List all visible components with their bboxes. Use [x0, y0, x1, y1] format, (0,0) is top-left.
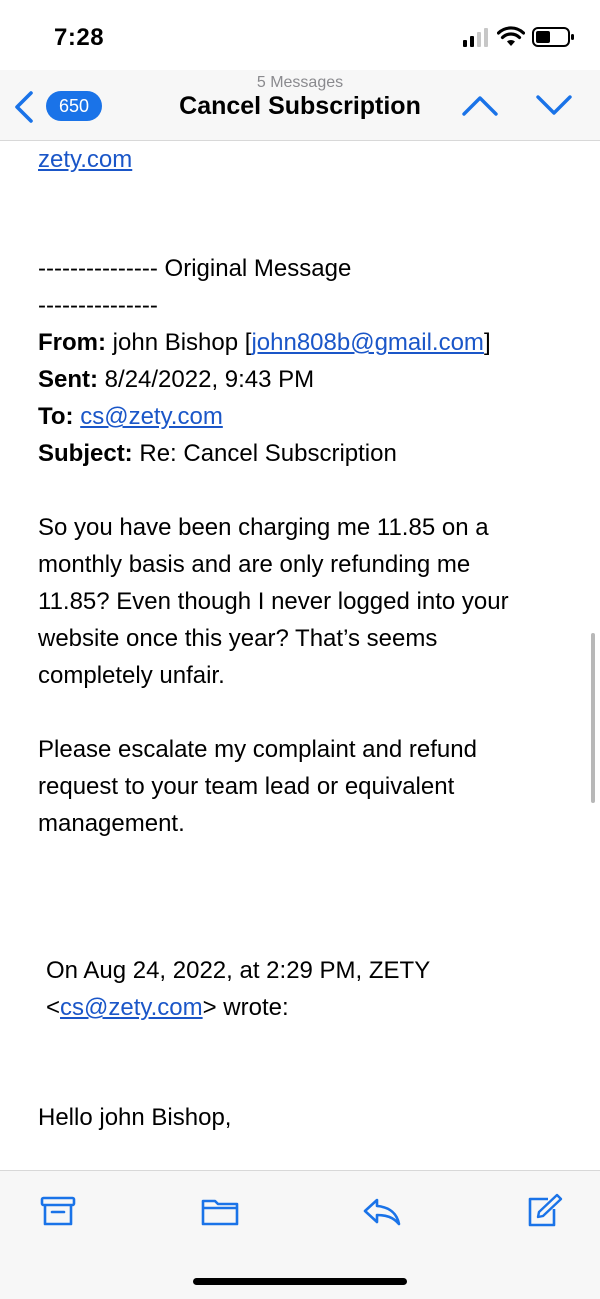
- sent-value: 8/24/2022, 9:43 PM: [104, 366, 315, 393]
- subject-value: Re: Cancel Subscription: [139, 440, 397, 467]
- chevron-down-icon[interactable]: [536, 94, 572, 116]
- from-row: [38, 324, 491, 361]
- quote-open: <: [46, 994, 61, 1021]
- original-message-header: --------------- Original Message: [38, 255, 352, 282]
- chevron-up-icon[interactable]: [462, 94, 498, 116]
- from-bracket: ]: [483, 329, 491, 356]
- sent-label: Sent:: [38, 366, 98, 393]
- status-time: 7:28: [54, 24, 105, 51]
- cellular-signal-icon: [462, 26, 490, 48]
- body-line: So you have been charging me 11.85 on a: [38, 514, 489, 541]
- archive-icon[interactable]: [40, 1193, 76, 1229]
- quote-email-link[interactable]: cs@zety.com: [60, 994, 203, 1021]
- body-line: website once this year? That’s seems: [38, 625, 438, 652]
- zety-link[interactable]: zety.com: [38, 146, 133, 173]
- status-bar: [0, 0, 600, 70]
- from-email-link[interactable]: john808b@gmail.com: [251, 329, 484, 356]
- reply-icon[interactable]: [362, 1193, 402, 1229]
- scrollbar[interactable]: [591, 633, 595, 803]
- subject-row: [38, 435, 397, 472]
- to-row: [38, 398, 223, 435]
- body-line: management.: [38, 810, 185, 837]
- battery-icon: [532, 26, 576, 48]
- quote-header: On Aug 24, 2022, at 2:29 PM, ZETY: [46, 957, 431, 984]
- quote-sender-row: [46, 989, 289, 1026]
- body-line: monthly basis and are only refunding me: [38, 551, 471, 578]
- to-email-link[interactable]: cs@zety.com: [80, 403, 223, 430]
- sent-row: [38, 361, 314, 398]
- body-line: Please escalate my complaint and refund: [38, 736, 477, 763]
- subject-label: Subject:: [38, 440, 133, 467]
- body-line: request to your team lead or equivalent: [38, 773, 455, 800]
- thread-title: Cancel Subscription: [179, 92, 421, 120]
- original-message-divider: ---------------: [38, 292, 158, 319]
- home-indicator[interactable]: [193, 1278, 407, 1285]
- from-name: john Bishop [: [112, 329, 252, 356]
- greeting: Hello john Bishop,: [38, 1104, 232, 1131]
- from-label: From:: [38, 329, 106, 356]
- mailbox-count-badge[interactable]: 650: [46, 91, 102, 121]
- wifi-icon: [497, 26, 525, 48]
- quote-close: > wrote:: [202, 994, 289, 1021]
- message-count: 5 Messages: [256, 74, 344, 91]
- compose-icon[interactable]: [524, 1193, 564, 1229]
- body-line: completely unfair.: [38, 662, 225, 689]
- to-label: To:: [38, 403, 74, 430]
- navigation-bar: [0, 70, 600, 141]
- body-line: 11.85? Even though I never logged into your: [38, 588, 509, 615]
- folder-icon[interactable]: [200, 1193, 240, 1229]
